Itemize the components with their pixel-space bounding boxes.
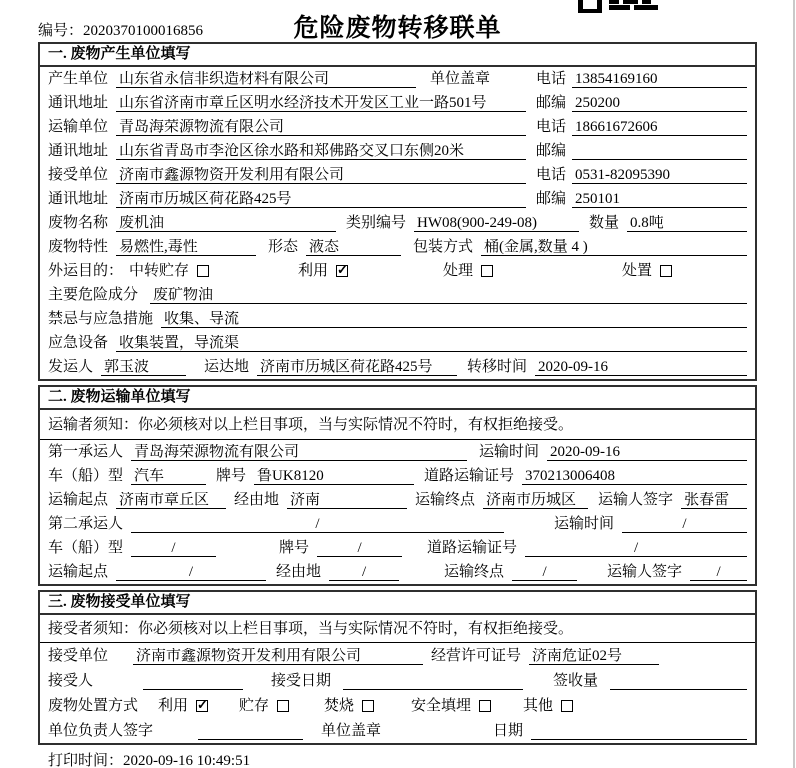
zip2-value (572, 143, 747, 160)
packing-value: 桶(金属,数量 4 ) (481, 239, 747, 256)
row-transporter-address (40, 139, 755, 163)
form-value: 液态 (306, 239, 401, 256)
row-receiver (40, 163, 755, 187)
option-disposal-landfill-label: 安全填埋 (411, 698, 472, 714)
phone1-value: 13854169160 (572, 71, 747, 88)
row-receiver-address (40, 187, 755, 211)
section1-header: 一. 废物产生单位填写 (40, 44, 755, 67)
head-sign-value (198, 723, 303, 740)
category-label: 类别编号 (346, 215, 407, 231)
row-second-carrier (40, 512, 755, 536)
option-disposal-landfill (411, 697, 523, 715)
equipment-value: 收集装置，导流渠 (116, 335, 747, 352)
person-label: 接受人 (48, 673, 94, 689)
person-value (143, 673, 243, 690)
row-taboo-measures (40, 307, 755, 331)
checkbox-disposal-store (277, 700, 289, 712)
section3-header: 三. 废物接受单位填写 (40, 592, 755, 615)
serial-label: 编号： (38, 23, 84, 39)
section-producer (38, 42, 757, 381)
producer-label: 产生单位 (48, 71, 109, 87)
print-time-label: 打印时间： (48, 753, 124, 768)
via2-label: 经由地 (276, 564, 322, 580)
row-disposal-method (40, 693, 755, 718)
vehicle2-value: / (131, 540, 216, 557)
addr3-value: 济南市历城区荷花路425号 (116, 191, 526, 208)
serial-number (38, 19, 203, 40)
carrier1-value: 青岛海荣源物流有限公司 (131, 444, 467, 461)
permit-value: 济南危证02号 (529, 648, 659, 665)
carrier1-label: 第一承运人 (48, 444, 124, 460)
checkbox-utilize (336, 265, 348, 277)
zip3-label: 邮编 (536, 191, 567, 207)
time2-value: / (622, 516, 747, 533)
hazard-value: 废矿物油 (150, 287, 747, 304)
character-label: 废物特性 (48, 239, 109, 255)
date-label: 接受日期 (271, 673, 332, 689)
receiver-notice-text: 接受者须知：你必须核对以上栏目事项，当与实际情况不符时，有权拒绝接受。 (48, 620, 574, 637)
carrier2-label: 第二承运人 (48, 516, 124, 532)
checkbox-transfer-storage (197, 265, 209, 277)
page-edge-line (793, 0, 795, 768)
date2-label: 日期 (493, 723, 524, 739)
plate2-value: / (317, 540, 402, 557)
plate2-label: 牌号 (279, 540, 310, 556)
phone2-value: 18661672606 (572, 119, 747, 136)
row-first-carrier (40, 440, 755, 464)
waste-name-value: 废机油 (116, 215, 336, 232)
transporter-value: 青岛海荣源物流有限公司 (116, 119, 526, 136)
checkbox-disposal-other (561, 700, 573, 712)
via1-value: 济南 (287, 492, 407, 509)
zip1-label: 邮编 (536, 95, 567, 111)
plate1-label: 牌号 (216, 468, 247, 484)
print-time-value: 2020-09-16 10:49:51 (123, 753, 251, 768)
date2-value (531, 723, 747, 740)
purpose-label: 外运目的： (48, 263, 124, 279)
row-transporter-notice (40, 410, 755, 440)
vehicle2-label: 车（船）型 (48, 540, 124, 556)
section-transporter (38, 385, 757, 586)
option-utilize-label: 利用 (298, 263, 329, 279)
row-waste-name (40, 211, 755, 235)
character-value: 易燃性,毒性 (116, 239, 256, 256)
zip2-label: 邮编 (536, 143, 567, 159)
taboo-value: 收集、导流 (161, 311, 747, 328)
option-dispose-label: 处置 (622, 263, 653, 279)
unit-label: 接受单位 (48, 648, 109, 664)
section-receiver (38, 590, 757, 745)
receiver-label: 接受单位 (48, 167, 109, 183)
time2-label: 运输时间 (553, 516, 614, 532)
option-treat-label: 处理 (443, 263, 474, 279)
row-head-signature (40, 718, 755, 743)
sign1-value: 张春雷 (681, 492, 747, 509)
amount-value (610, 673, 747, 690)
row-vehicle1 (40, 464, 755, 488)
date-value (343, 673, 523, 690)
row-producer-address (40, 91, 755, 115)
origin1-value: 济南市章丘区 (116, 492, 226, 509)
row-producer (40, 67, 755, 91)
option-treat (443, 262, 622, 280)
section2-header: 二. 废物运输单位填写 (40, 387, 755, 410)
hazard-label: 主要危险成分 (48, 287, 139, 303)
time1-label: 运输时间 (478, 444, 539, 460)
end2-label: 运输终点 (444, 564, 505, 580)
transfer-date-value: 2020-09-16 (535, 359, 747, 376)
option-disposal-store (239, 697, 324, 715)
zip1-value: 250200 (572, 95, 747, 112)
permit-label: 经营许可证号 (431, 648, 522, 664)
dest-label: 运达地 (204, 359, 250, 375)
phone3-value: 0531-82095390 (572, 167, 747, 184)
phone3-label: 电话 (536, 167, 567, 183)
print-time (38, 749, 757, 768)
row-receiver-notice (40, 615, 755, 643)
end2-value: / (512, 564, 577, 581)
option-utilize (298, 262, 443, 280)
checkbox-disposal-landfill (479, 700, 491, 712)
row-transporter (40, 115, 755, 139)
vehicle1-label: 车（船）型 (48, 468, 124, 484)
addr2-label: 通讯地址 (48, 143, 109, 159)
checkbox-disposal-utilize (196, 700, 208, 712)
row-emergency-equipment (40, 331, 755, 355)
carrier2-value: / (131, 516, 504, 533)
option-disposal-other-label: 其他 (523, 698, 554, 714)
row-vehicle2 (40, 536, 755, 560)
waste-name-label: 废物名称 (48, 215, 109, 231)
phone1-label: 电话 (536, 71, 567, 87)
addr3-label: 通讯地址 (48, 191, 109, 207)
phone2-label: 电话 (536, 119, 567, 135)
license2-value: / (525, 540, 747, 557)
license1-label: 道路运输证号 (424, 468, 515, 484)
end1-label: 运输终点 (415, 492, 476, 508)
option-dispose (622, 262, 672, 280)
license2-label: 道路运输证号 (427, 540, 518, 556)
head-sign-label: 单位负责人签字 (48, 723, 154, 739)
license1-value: 370213006408 (522, 468, 747, 485)
addr1-label: 通讯地址 (48, 95, 109, 111)
row-receiving-unit (40, 643, 755, 668)
taboo-label: 禁忌与应急措施 (48, 311, 154, 327)
option-disposal-incinerate-label: 焚烧 (324, 698, 355, 714)
amount-label: 签收量 (553, 673, 599, 689)
origin2-value: / (116, 564, 266, 581)
via2-value: / (329, 564, 399, 581)
disposal-label: 废物处置方式 (48, 698, 139, 714)
origin1-label: 运输起点 (48, 492, 109, 508)
shipper-label: 发运人 (48, 359, 94, 375)
addr1-value: 山东省济南市章丘区明水经济技术开发区工业一路501号 (116, 95, 526, 112)
option-disposal-incinerate (324, 697, 411, 715)
qty-value: 0.8吨 (627, 215, 747, 232)
option-disposal-store-label: 贮存 (239, 698, 270, 714)
row-transfer-purpose (40, 259, 755, 283)
origin2-label: 运输起点 (48, 564, 109, 580)
row-waste-character (40, 235, 755, 259)
transfer-date-label: 转移时间 (467, 359, 528, 375)
checkbox-treat (481, 265, 493, 277)
option-disposal-other (523, 697, 573, 715)
row-route1 (40, 488, 755, 512)
sign2-value: / (690, 564, 747, 581)
sign1-label: 运输人签字 (598, 492, 674, 508)
time1-value: 2020-09-16 (547, 444, 747, 461)
option-transfer-storage-label: 中转贮存 (129, 263, 190, 279)
qty-label: 数量 (589, 215, 620, 231)
shipper-value: 郭玉波 (101, 359, 186, 376)
row-hazard-component (40, 283, 755, 307)
transporter-label: 运输单位 (48, 119, 109, 135)
vehicle1-value: 汽车 (131, 468, 206, 485)
checkbox-dispose (660, 265, 672, 277)
seal-label: 单位盖章 (430, 71, 491, 87)
category-value: HW08(900-249-08) (414, 215, 579, 232)
sign2-label: 运输人签字 (607, 564, 683, 580)
packing-label: 包装方式 (413, 239, 474, 255)
row-route2 (40, 560, 755, 584)
checkbox-disposal-incinerate (362, 700, 374, 712)
plate1-value: 鲁UK8120 (254, 468, 414, 485)
receiver-value: 济南市鑫源物资开发利用有限公司 (116, 167, 526, 184)
unit-value: 济南市鑫源物资开发利用有限公司 (133, 648, 423, 665)
end1-value: 济南市历城区 (483, 492, 588, 509)
addr2-value: 山东省青岛市李沧区徐水路和郑佛路交叉口东侧20米 (116, 143, 526, 160)
serial-value: 2020370100016856 (83, 23, 204, 39)
option-disposal-utilize (158, 697, 239, 715)
dest-value: 济南市历城区荷花路425号 (257, 359, 457, 376)
option-transfer-storage (129, 262, 298, 280)
producer-value: 山东省永信非织造材料有限公司 (116, 71, 416, 88)
row-receiving-person (40, 668, 755, 693)
via1-label: 经由地 (234, 492, 280, 508)
transporter-notice-text: 运输者须知：你必须核对以上栏目事项，当与实际情况不符时，有权拒绝接受。 (48, 416, 574, 433)
form-label: 形态 (268, 239, 299, 255)
row-shipper (40, 355, 755, 379)
equipment-label: 应急设备 (48, 335, 109, 351)
document-header (38, 6, 757, 42)
zip3-value: 250101 (572, 191, 747, 208)
unit-seal-label: 单位盖章 (321, 723, 382, 739)
document-title: 危险废物转移联单 (293, 15, 502, 42)
option-disposal-utilize-label: 利用 (158, 698, 189, 714)
